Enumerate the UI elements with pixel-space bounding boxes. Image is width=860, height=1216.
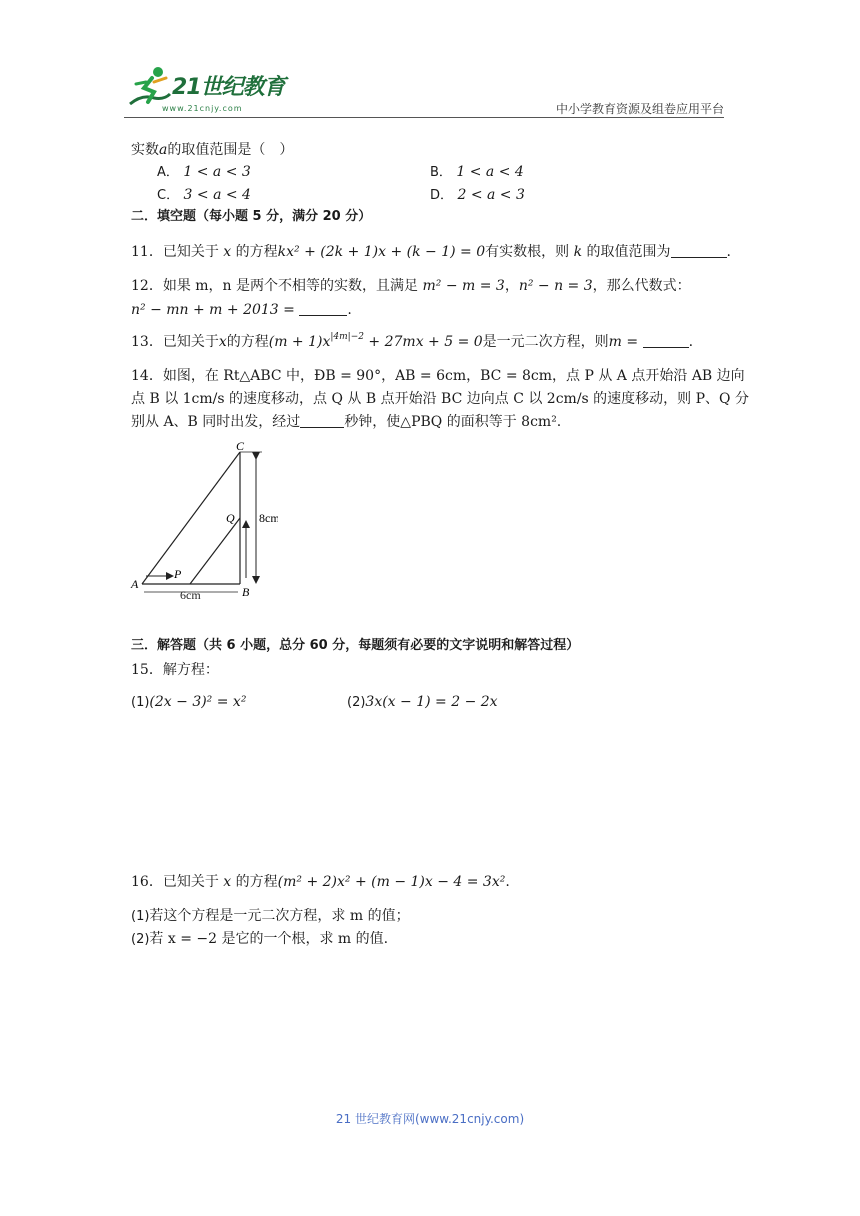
q15-part-1: (1)(2x − 3)² = x² xyxy=(131,694,247,710)
label-8cm: 8cm xyxy=(259,511,278,525)
q16-equation: (m² + 2)x² + (m − 1)x − 4 = 3x² xyxy=(277,874,506,890)
section-fill-in-title: 二．填空题（每小题 5 分，满分 20 分） xyxy=(131,209,372,224)
label-b: B xyxy=(242,585,250,599)
q15-part-2: (2)3x(x − 1) = 2 − 2x xyxy=(347,694,498,710)
site-logo xyxy=(124,64,294,113)
q10-option-d: D． 2 < a < 3 xyxy=(430,187,525,203)
logo-url: www.21cnjy.com xyxy=(162,104,243,113)
question-13: 13．已知关于x的方程$(m + 1)x^{|4m|-2} + 27mx + 5 = 0$是一元二次方程，则m = . xyxy=(131,332,694,350)
triangle-figure xyxy=(128,440,278,610)
question-14-line1: 14．如图，在 Rt△ABC 中，ÐB = 90°，AB = 6cm，BC = 8cm，点 P 从 A 点开始沿 AB 边向 xyxy=(131,368,745,384)
q10-option-b: B． 1 < a < 4 xyxy=(430,164,524,180)
segment-pq xyxy=(190,518,240,584)
header-divider xyxy=(124,117,724,118)
q10-option-a: A． 1 < a < 3 xyxy=(157,164,251,180)
q10-option-c: C． 3 < a < 4 xyxy=(157,187,251,203)
logo-text: 21世纪教育 xyxy=(172,75,285,100)
question-12-line1: 12．如果 m，n 是两个不相等的实数，且满足 m² − m = 3，n² − n = 3，那么代数式： xyxy=(131,278,691,294)
q16-part-2: (2)若 x = −2 是它的一个根，求 m 的值. xyxy=(131,931,389,947)
page-header xyxy=(124,60,724,118)
question-14-line2: 点 B 以 1cm/s 的速度移动，点 Q 从 B 点开始沿 BC 边向点 C 以 2cm/s 的速度移动，则 P、Q 分 xyxy=(131,391,749,407)
page-footer[interactable]: 21 世纪教育网(www.21cnjy.com) xyxy=(335,1112,525,1126)
question-15: 15．解方程： xyxy=(131,662,219,678)
label-c: C xyxy=(236,440,245,453)
label-a: A xyxy=(131,577,139,591)
q16-part-1: (1)若这个方程是一元二次方程，求 m 的值； xyxy=(131,908,410,924)
question-11: 11．已知关于 x 的方程kx² + (2k + 1)x + (k − 1) = 0有实数根，则 k 的取值范围为 . xyxy=(131,244,731,260)
q10-stem: 实数a的取值范围是（ ） xyxy=(131,142,294,158)
label-q: Q xyxy=(226,511,235,525)
q13-answer-blank[interactable] xyxy=(643,333,689,348)
section-solve-title: 三．解答题（共 6 小题，总分 60 分，每题须有必要的文字说明和解答过程） xyxy=(131,638,580,653)
label-p: P xyxy=(174,567,182,581)
platform-name: 中小学教育资源及组卷应用平台 xyxy=(555,102,724,116)
label-6cm: 6cm xyxy=(180,588,201,602)
q12-answer-blank[interactable] xyxy=(299,301,347,316)
q11-answer-blank[interactable] xyxy=(671,243,727,258)
q14-answer-blank[interactable] xyxy=(300,413,344,428)
q13-equation: $(m + 1)x^{|4m|-2} + 27mx + 5 = 0$ xyxy=(268,332,483,350)
question-14-line3: 别从 A、B 同时出发，经过 秒钟，使△PBQ 的面积等于 8cm². xyxy=(131,414,562,430)
q11-equation: kx² + (2k + 1)x + (k − 1) = 0 xyxy=(277,244,486,260)
question-12-line2: n² − mn + m + 2013 = . xyxy=(131,302,352,318)
question-16: 16．已知关于 x 的方程(m² + 2)x² + (m − 1)x − 4 = 3x². xyxy=(131,874,510,890)
triangle-diagram xyxy=(128,440,278,610)
